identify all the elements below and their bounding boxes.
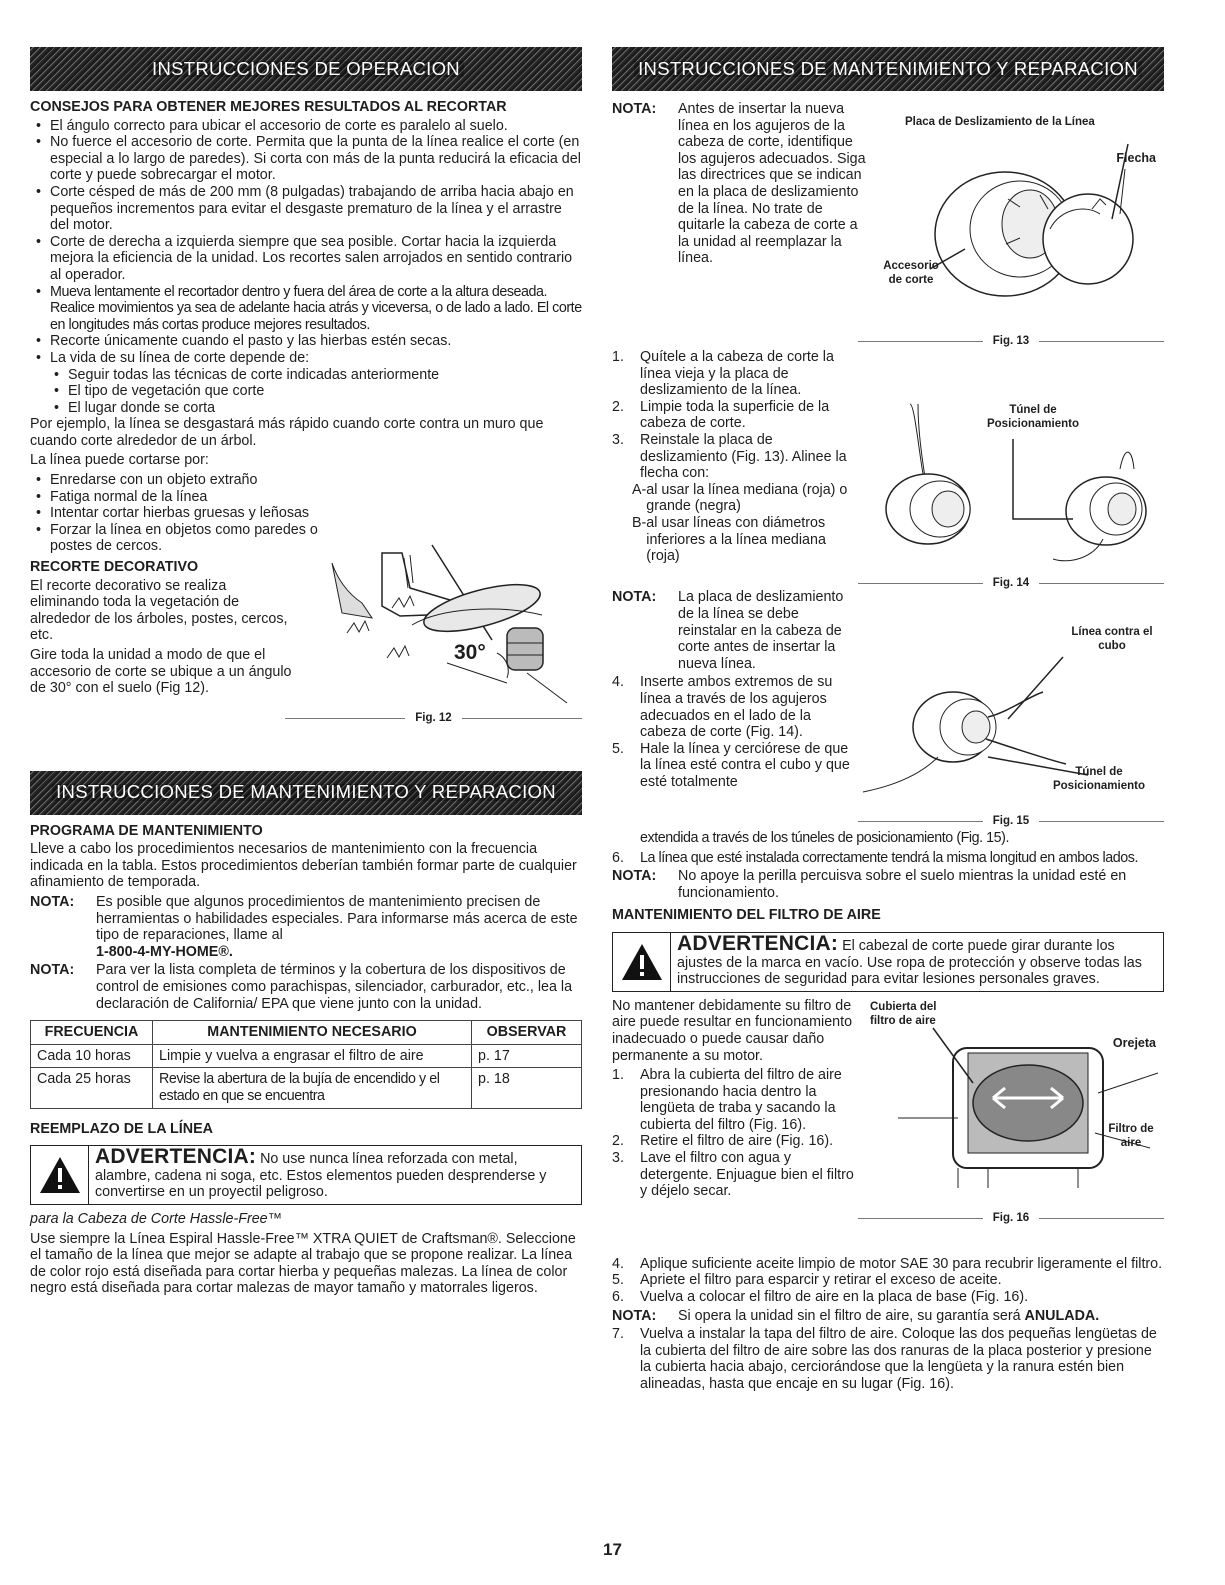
left-column (30, 47, 582, 1300)
warning-icon (31, 1146, 89, 1204)
fig13-caption: Fig. 13 (858, 333, 1164, 350)
step-b: B- al usar líneas con diámetros inferiores a la línea mediana (roja) (632, 514, 826, 565)
step-3: 3. Reinstale la placa de deslizamiento (Fig. 13). Alinee la flecha con: (612, 431, 847, 482)
filter-step-4: 4. Aplique suficiente aceite limpio de motor SAE 30 para recubrir ligeramente el filtro. (612, 1255, 1163, 1272)
banner-operacion: INSTRUCCIONES DE OPERACION (30, 47, 582, 91)
banner-mantenimiento-right: INSTRUCCIONES DE MANTENIMIENTO Y REPARACION (612, 47, 1164, 91)
trimmer-boot-drawing (292, 533, 582, 708)
angle-label: 30° (454, 641, 486, 665)
list-item: • No fuerce el accesorio de corte. Permita que la punta de la línea realice el corte (en especial a lo largo de paredes). Si corta con más de la punta reducirá la eficacia del corte y puede sobrecargar el motor. (30, 134, 582, 184)
step-a: A- al usar la línea mediana (roja) o grande (negra) (632, 481, 848, 515)
fig12-caption: Fig. 12 (285, 710, 582, 727)
list-item: • El lugar donde se corta (30, 400, 582, 417)
nota-2-right: NOTA: No apoye la perilla percuisva sobre el suelo mientras la unidad esté en funcionamiento. (612, 868, 1127, 901)
maintenance-table (30, 1020, 582, 1108)
list-item: • Corte césped de más de 200 mm (8 pulgadas) trabajando de arriba hacia abajo en pequeños incrementos para evitar el desgaste prematuro de la línea y el arrastre del motor. (30, 184, 582, 234)
paragraph: Gire toda la unidad a modo de que el accesorio de corte se ubique a un ángulo de 30° con el suelo (Fig 12). (30, 647, 292, 697)
filter-step-1: 1. Abra la cubierta del filtro de aire presionando hacia dentro la lengüeta de traba y sacando la cubierta del filtro (Fig. 16). (612, 1067, 842, 1133)
nota-0: NOTA: Antes de insertar la nueva línea en los agujeros de la cabeza de corte, identifique los agujeros adecuados. Siga las directrices que se indican en la placa de deslizamiento de la línea. No trate de quitarle la cabeza de corte a la unidad al reemplazar la línea. (612, 101, 866, 267)
warning-icon (613, 933, 671, 991)
consejos-heading: CONSEJOS PARA OBTENER MEJORES RESULTADOS AL RECORTAR (30, 99, 507, 115)
filter-step-6: 6. Vuelva a colocar el filtro de aire en la placa de base (Fig. 16). (612, 1288, 1029, 1305)
nota-2: NOTA: Para ver la lista completa de términos y la cobertura de los dispositivos de control de emisiones como parachispas, silenciador, carburador, etc., lea la declaración de California/ EPA que viene junto con la unidad. (30, 962, 573, 1012)
paragraph: No mantener debidamente su filtro de aire puede resultar en funcionamiento inadecuado o puede causar daño permanente a su motor. (612, 997, 853, 1064)
list-item: • Recorte únicamente cuando el pasto y las hierbas estén secas. (30, 333, 582, 350)
right-column (612, 47, 1164, 1392)
step-5: 5. Hale la línea y cerciórese de que la línea esté contra el cubo y que esté totalmente (612, 740, 850, 790)
accesorio-label: Accesorio de corte (883, 260, 939, 286)
fig12-illustration (292, 533, 582, 708)
page-number: 17 (603, 1540, 622, 1559)
linea-label: Línea contra el cubo (1071, 626, 1153, 653)
fig14-caption: Fig. 14 (858, 575, 1164, 592)
nota-garantia: NOTA: Si opera la unidad sin el filtro de aire, su garantía será ANULADA. (612, 1307, 1100, 1324)
warning-title: ADVERTENCIA: (677, 931, 839, 955)
list-item: • Enredarse con un objeto extraño (30, 472, 320, 489)
decorativo-heading: RECORTE DECORATIVO (30, 559, 199, 576)
fig14-illustration (858, 399, 1164, 577)
fig13-illustration (870, 99, 1164, 349)
orejeta-label: Orejeta (1112, 1035, 1156, 1050)
step-1: 1. Quítele a la cabeza de corte la línea vieja y la placa de deslizamiento de la línea. (612, 349, 834, 399)
step-4: 4. Inserte ambos extremos de su línea a través de los agujeros adecuados en el lado de la cabeza de corte (Fig. 14). (612, 674, 833, 741)
consejos-list (30, 118, 582, 367)
filtro-heading: MANTENIMIENTO DEL FILTRO DE AIRE (612, 907, 881, 924)
warning-text: No use nunca línea reforzada con metal, alambre, cadena ni soga, etc. Estos elementos pueden desprenderse y convertirse en un proyectil peligroso. (95, 1151, 547, 1201)
placa-label: Placa de Deslizamiento de la Línea (905, 116, 1095, 128)
paragraph: Lleve a cabo los procedimientos necesarios de mantenimiento con la frecuencia indicada en la tabla. Estos procedimientos deberían también formar parte de cualquier afinamiento de temporada. (30, 841, 577, 891)
sub-list (30, 367, 582, 417)
fig15-illustration (858, 587, 1164, 831)
list-item: • El tipo de vegetación que corte (30, 383, 582, 400)
list-item: • Corte de derecha a izquierda siempre que sea posible. Cortar hacia la izquierda mejora la eficiencia de la unidad. Los recortes salen arrojados en sentido contrario al operador. (30, 234, 582, 284)
step-2: 2. Limpie toda la superficie de la cabeza de corte. (612, 398, 830, 432)
warning-box-line (30, 1145, 582, 1205)
programa-heading: PROGRAMA DE MANTENIMIENTO (30, 822, 263, 839)
list-item: • Intentar cortar hierbas gruesas y leñosas (30, 505, 320, 522)
tunel-label-14: Túnel de Posicionamiento (986, 403, 1080, 430)
table-row: Cada 10 horas Limpie y vuelva a engrasar el filtro de aire p. 17 (31, 1044, 582, 1068)
tunel-label-15: Túnel de Posicionamiento (1052, 766, 1146, 793)
warning-title: ADVERTENCIA: (95, 1145, 257, 1169)
cubierta-label: Cubierta del filtro de aire (870, 1000, 937, 1027)
table-header: FRECUENCIA MANTENIMIENTO NECESARIO OBSERVAR (31, 1021, 582, 1045)
list-item: • Fatiga normal de la línea (30, 489, 320, 506)
filter-step-3: 3. Lave el filtro con agua y detergente. Enjuague bien el filtro y déjelo secar. (612, 1150, 854, 1200)
flecha-label: Flecha (1116, 151, 1156, 165)
nota-1-right: NOTA: La placa de deslizamiento de la línea se debe reinstalar en la cabeza de corte antes de insertar la nueva línea. (612, 589, 844, 672)
list-item: • El ángulo correcto para ubicar el accesorio de corte es paralelo al suelo. (30, 118, 582, 135)
phone-number: 1-800-4-MY-HOME®. (96, 943, 233, 960)
filter-step-5: 5. Apriete el filtro para esparcir y retirar el exceso de aceite. (612, 1272, 1002, 1289)
list-item: • Seguir todas las técnicas de corte indicadas anteriormente (30, 367, 582, 384)
step-5-continued: extendida a través de los túneles de posicionamiento (Fig. 15). (640, 829, 1010, 846)
table-row: Cada 25 horas Revise la abertura de la bujía de encendido y el estado en que se encuentra p. 18 (31, 1068, 582, 1108)
banner-mantenimiento: INSTRUCCIONES DE MANTENIMIENTO Y REPARACION (30, 771, 582, 815)
fig15-caption: Fig. 15 (858, 813, 1164, 830)
nota-1: NOTA: Es posible que algunos procedimientos de mantenimiento precisen de herramientas o habilidades especiales. Para informarse más acerca de este tipo de reparaciones, llame al 1-800-4-MY-HOME®. (30, 894, 578, 960)
list-item: • Forzar la línea en objetos como paredes o postes de cercos. (30, 522, 320, 555)
warning-text: El cabezal de corte puede girar durante los ajustes de la marca en vacío. Use ropa de protección y observe todas las instrucciones de seguridad para evitar lesiones personales graves. (677, 937, 1142, 988)
filter-step-7: 7. Vuelva a instalar la tapa del filtro de aire. Coloque las dos pequeñas lengüetas de la cubierta del filtro de aire sobre las dos ranuras de la placa posterior y presione la cubierta hacia abajo, cerciorándose que la lengüeta y la ranura estén bien alineadas, hasta que encaje en su lugar (Fig. 16). (612, 1326, 1157, 1392)
decorativo-section (30, 555, 582, 708)
list-item: • La vida de su línea de corte depende de: (30, 350, 582, 367)
reemplazo-heading: REEMPLAZO DE LA LÍNEA (30, 1120, 213, 1137)
step-6: 6. La línea que esté instalada correctamente tendrá la misma longitud en ambos lados. (612, 849, 1138, 866)
list-item: • Mueva lentamente el recortador dentro y fuera del área de corte a la altura deseada. Realice movimientos ya sea de adelante hacia atrás y viceversa, o de lado a lado. El corte en longitudes más cortas produce mejores resultados. (30, 284, 582, 334)
filter-step-2: 2. Retire el filtro de aire (Fig. 16). (612, 1133, 834, 1150)
warning-box-filter (612, 932, 1164, 992)
filtro-label: Filtro de aire (1108, 1122, 1154, 1149)
fig16-caption: Fig. 16 (858, 1210, 1164, 1227)
paragraph: El recorte decorativo se realiza eliminando toda la vegetación de alrededor de los árboles, postes, cercos, etc. (30, 577, 288, 644)
paragraph: La línea puede cortarse por: (30, 452, 209, 469)
italic-note: para la Cabeza de Corte Hassle-Free™ (30, 1210, 282, 1227)
corte-list (30, 472, 320, 555)
paragraph: Use siempre la Línea Espiral Hassle-Free™ XTRA QUIET de Craftsman®. Seleccione el tamaño de la línea que mejor se adapte al trabajo que se propone realizar. La línea de color rojo está diseñada para cortar hierba y pequeñas malezas. La línea de color negro está diseñada para cortar malezas de mayor tamaño y matorrales ligeros. (30, 1230, 576, 1297)
fig16-illustration (858, 998, 1164, 1248)
paragraph: Por ejemplo, la línea se desgastará más rápido cuando corte contra un muro que cuando corte alrededor de un árbol. (30, 416, 544, 449)
